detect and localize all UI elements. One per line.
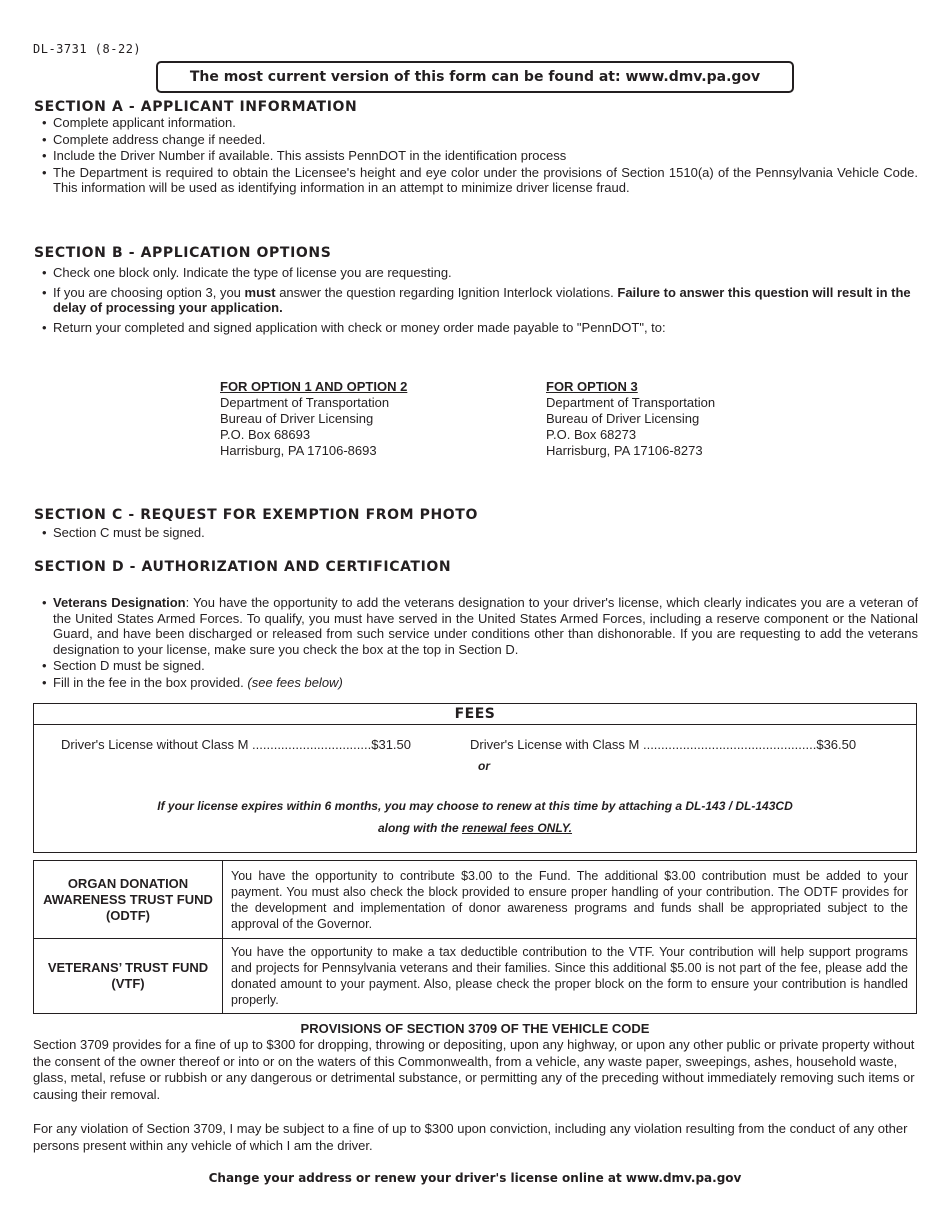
section-c-title: SECTION C - REQUEST FOR EXEMPTION FROM PHOTO — [34, 507, 478, 523]
table-row — [34, 861, 917, 939]
section-d-title: SECTION D - AUTHORIZATION AND CERTIFICATION — [34, 559, 452, 575]
list-item-text: If you are choosing option 3, you — [53, 284, 245, 300]
address-line: P.O. Box 68693 — [220, 427, 311, 442]
table-row — [34, 939, 917, 1014]
renewal-note-text: along with the — [377, 821, 462, 835]
odtf-description: You have the opportunity to contribute $3.00 to the Fund. The additional $3.00 contribution must be added to your payment. You must also check the block provided to ensure proper handling of your contribution. The ODTF provides for the development and implementation of donor awareness programs and funds shall be appropriated subject to the approval of the Governor. — [223, 861, 917, 939]
renewal-note-line-1: If your license expires within 6 months, you may choose to renew at this time by attaching a DL-143 / DL-143CD — [157, 799, 793, 813]
list-item: • Complete applicant information. — [42, 115, 918, 131]
see-fees-note: (see fees below) — [247, 674, 343, 690]
list-item: • Check one block only. Indicate the type of license you are requesting. — [42, 265, 918, 281]
list-item: • Complete address change if needed. — [42, 132, 918, 148]
list-item — [42, 285, 918, 316]
vtf-label: VETERANS’ TRUST FUND (VTF) — [34, 939, 223, 1014]
vtf-description: You have the opportunity to make a tax deductible contribution to the VTF. Your contribution will help support programs and projects for Pennsylvania veterans and their families. Since this additional $5.00 is not part of the fee, please add the donated amount to your payment. Also, please check the proper block on the form to ensure your contribution is handled properly. — [223, 939, 917, 1014]
list-item: • Section C must be signed. — [42, 525, 918, 541]
list-item: • The Department is required to obtain the Licensee's height and eye color under the provisions of Section 1510(a) of the Pennsylvania Vehicle Code. This information will be used as identifying information in an attempt to minimize driver license fraud. — [42, 165, 918, 196]
online-services-footer: Change your address or renew your driver's license online at www.dmv.pa.gov — [208, 1171, 742, 1185]
provisions-title: PROVISIONS OF SECTION 3709 OF THE VEHICLE CODE — [300, 1021, 650, 1036]
section-d-list — [42, 595, 918, 691]
fee-label: Driver's License with Class M ................................................ — [470, 737, 817, 752]
fee-without-class-m — [61, 737, 411, 752]
failure-warning: Failure to answer this question will result in the delay of processing your application. — [53, 284, 911, 315]
fee-amount: $36.50 — [816, 737, 857, 752]
trust-funds-table — [33, 860, 917, 1014]
option-3-address — [546, 379, 715, 459]
fee-amount: $31.50 — [371, 737, 411, 752]
must-emphasis: must — [244, 284, 276, 300]
section-a-list — [42, 115, 918, 197]
list-item — [42, 595, 918, 657]
address-line: Bureau of Driver Licensing — [546, 411, 700, 426]
address-line: Harrisburg, PA 17106-8273 — [546, 443, 703, 458]
form-number: DL-3731 (8-22) — [33, 42, 142, 56]
section-a-title: SECTION A - APPLICANT INFORMATION — [34, 99, 358, 115]
provisions-paragraph-1: Section 3709 provides for a fine of up to $300 for dropping, throwing or depositing, upon any highway, or upon any other public or private property without the consent of the owner thereof or into or on the waters of this Commonwealth, from a vehicle, any waste paper, sweepings, ashes, household waste, glass, metal, refuse or rubbish or any dangerous or detrimental substance, or permitting any of the preceding without immediately removing such items or causing their removal. — [33, 1037, 915, 1102]
fees-or: or — [478, 759, 490, 773]
current-version-banner: The most current version of this form can be found at: www.dmv.pa.gov — [156, 61, 794, 93]
list-item — [42, 675, 918, 691]
provisions-paragraph-2: For any violation of Section 3709, I may be subject to a fine of up to $300 upon conviction, including any violation resulting from the conduct of any other persons present within any vehicle of which I am the driver. — [33, 1121, 908, 1153]
veterans-designation-label: Veterans Designation — [53, 595, 186, 610]
renewal-fees-only: renewal fees ONLY. — [461, 821, 573, 835]
address-line: Harrisburg, PA 17106-8693 — [220, 443, 377, 458]
renewal-note-line-2 — [34, 821, 916, 835]
list-item: • Include the Driver Number if available. This assists PennDOT in the identification process — [42, 148, 918, 164]
fees-box — [33, 703, 917, 853]
list-item-text: answer the question regarding Ignition Interlock violations. — [275, 284, 618, 300]
option-1-2-heading: FOR OPTION 1 AND OPTION 2 — [220, 379, 408, 394]
fee-with-class-m — [470, 737, 856, 752]
section-c-list — [42, 525, 918, 545]
list-item: • Section D must be signed. — [42, 658, 918, 674]
list-item: • Return your completed and signed application with check or money order made payable to "PennDOT", to: — [42, 320, 918, 336]
list-item-text: Fill in the fee in the box provided. — [53, 674, 248, 690]
option-1-2-address — [220, 379, 407, 459]
option-3-heading: FOR OPTION 3 — [546, 379, 638, 394]
address-line: P.O. Box 68273 — [546, 427, 637, 442]
fee-label: Driver's License without Class M ................................. — [61, 737, 372, 752]
section-b-list — [42, 265, 918, 339]
fees-title: FEES — [34, 704, 916, 725]
list-item-text: : You have the opportunity to add the veterans designation to your driver's license, which clearly indicates you are a veteran of the United States Armed Forces. To qualify, you must have served in the United States Armed Forces, including a reserve component or the National Guard, and have been discharged or released from such service under conditions other than dishonorable. If you are requesting to add the veterans designation to your license, make sure you check the box at the top in Section D. — [53, 595, 918, 657]
address-line: Bureau of Driver Licensing — [220, 411, 374, 426]
odtf-label: ORGAN DONATION AWARENESS TRUST FUND (ODTF) — [34, 861, 223, 939]
address-line: Department of Transportation — [220, 395, 390, 410]
address-line: Department of Transportation — [546, 395, 716, 410]
section-b-title: SECTION B - APPLICATION OPTIONS — [34, 245, 332, 261]
